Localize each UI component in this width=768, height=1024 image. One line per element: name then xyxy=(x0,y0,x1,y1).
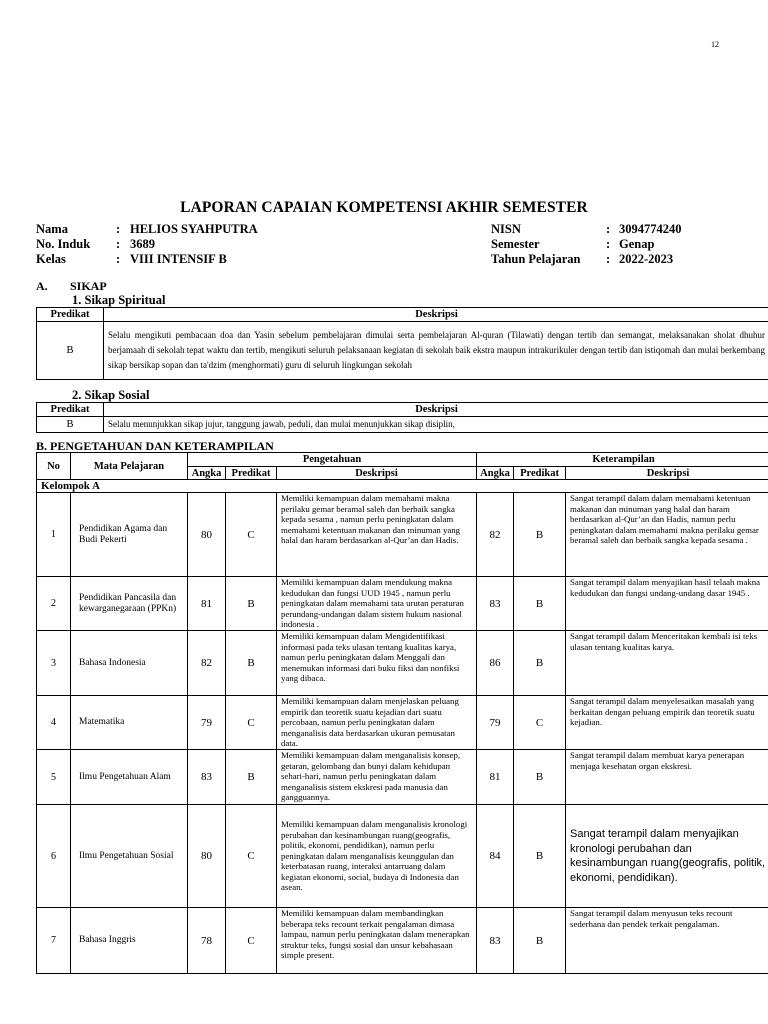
label-tahun-pelajaran: Tahun Pelajaran xyxy=(491,252,581,266)
sosial-table xyxy=(36,402,768,433)
col-no: No xyxy=(37,453,71,480)
col-keterampilan: Keterampilan xyxy=(477,453,768,467)
row-k-deskripsi: Sangat terampil dalam Menceritakan kembali isi teks ulasan tentang kualitas karya. xyxy=(566,631,768,696)
value-kelas: VIII INTENSIF B xyxy=(130,252,227,266)
row-p-angka: 82 xyxy=(188,631,226,696)
value-tahun-pelajaran: 2022-2023 xyxy=(619,252,674,266)
table-row xyxy=(37,577,768,631)
table-row xyxy=(37,696,768,750)
row-p-predikat: B xyxy=(226,750,277,805)
table-row xyxy=(37,493,768,577)
sosial-deskripsi: Selalu menunjukkan sikap jujur, tanggung jawab, peduli, dan mulai menunjukkan sikap disiplin, xyxy=(104,417,768,433)
row-p-predikat: C xyxy=(226,696,277,750)
sosial-heading: 2. Sikap Sosial xyxy=(72,388,150,402)
row-no: 2 xyxy=(37,577,71,631)
col-predikat: Predikat xyxy=(37,403,104,417)
row-mapel: Matematika xyxy=(71,696,188,750)
label-no-induk: No. Induk xyxy=(36,237,91,251)
row-k-angka: 82 xyxy=(477,493,514,577)
value-nisn: 3094774240 xyxy=(619,222,682,236)
row-k-predikat: B xyxy=(514,750,566,805)
section-a-heading xyxy=(36,279,107,294)
row-k-deskripsi: Sangat terampil dalam menyajikan hasil telaah makna kedudukan dan fungsi undang-undang dasar 1945 . xyxy=(566,577,768,631)
row-mapel: Pendidikan Agama dan Budi Pekerti xyxy=(71,493,188,577)
page-number: 12 xyxy=(711,40,719,49)
row-p-deskripsi: Memiliki kemampuan dalam menganalisis kronologi perubahan dan kesinambungan ruang(geografis, politik, ekonomi, pendidikan), namun perlu peningkatan dalam menganalisis keunggulan dan keterbatasan ruang, interaksi antarruang dalam kegiatan ekonomi, social, budaya di Indonesia dan asean. xyxy=(277,805,477,908)
table-row xyxy=(37,631,768,696)
row-k-predikat: C xyxy=(514,696,566,750)
spiritual-predikat: B xyxy=(37,322,104,380)
row-k-deskripsi: Sangat terampil dalam menyusun teks recount sederhana dan pendek terkait pengalaman. xyxy=(566,908,768,974)
table-row xyxy=(37,908,768,974)
row-p-angka: 78 xyxy=(188,908,226,974)
row-k-angka: 79 xyxy=(477,696,514,750)
row-p-deskripsi: Memiliki kemampuan dalam membandingkan beberapa teks recount terkait pengalaman dimasa lampau, namun perlu peningkatan dalam menerapkan struktur teks, fungsi sosial dan unsur kebahasaan simple present. xyxy=(277,908,477,974)
row-p-predikat: C xyxy=(226,493,277,577)
col-k-predikat: Predikat xyxy=(514,467,566,480)
row-no: 6 xyxy=(37,805,71,908)
col-k-deskripsi: Deskripsi xyxy=(566,467,768,480)
col-predikat: Predikat xyxy=(37,308,104,322)
row-no: 5 xyxy=(37,750,71,805)
row-k-angka: 83 xyxy=(477,908,514,974)
label-kelas: Kelas xyxy=(36,252,66,266)
row-no: 7 xyxy=(37,908,71,974)
row-p-deskripsi: Memiliki kemampuan dalam Mengidentifikasi informasi pada teks ulasan tentang kualitas karya, namun perlu peningkatan dalam Menggali dan menemukan informasi dari buku fiksi dan nonfiksi yang dibaca. xyxy=(277,631,477,696)
table-row xyxy=(37,805,768,908)
row-k-angka: 81 xyxy=(477,750,514,805)
row-mapel: Ilmu Pengetahuan Sosial xyxy=(71,805,188,908)
col-p-predikat: Predikat xyxy=(226,467,277,480)
row-k-deskripsi: Sangat terampil dalam dalam memahami ketentuan makanan dan minuman yang halal dan haram berdasarkan al-Qur’an dan Hadis, namun perlu peningkatan dalam memahami makna perilaku gemar beramal saleh dan berbaik sangka kepada sesama . xyxy=(566,493,768,577)
row-k-angka: 83 xyxy=(477,577,514,631)
value-no-induk: 3689 xyxy=(130,237,155,251)
row-k-predikat: B xyxy=(514,577,566,631)
row-k-deskripsi: Sangat terampil dalam menyelesaikan masalah yang berkaitan dengan peluang empirik dan teoretik suatu kejadian. xyxy=(566,696,768,750)
col-p-angka: Angka xyxy=(188,467,226,480)
row-no: 4 xyxy=(37,696,71,750)
value-semester: Genap xyxy=(619,237,655,251)
row-p-deskripsi: Memiliki kemampuan dalam mendukung makna kedudukan dan fungsi UUD 1945 , namun perlu peningkatan dalam memahami tata urutan peraturan perundang-undangan dalam sistem hukum nasional indonesia . xyxy=(277,577,477,631)
sosial-predikat: B xyxy=(37,417,104,433)
col-k-angka: Angka xyxy=(477,467,514,480)
section-a-letter: A. xyxy=(36,279,48,293)
row-k-predikat: B xyxy=(514,493,566,577)
row-p-deskripsi: Memiliki kemampuan dalam menganalisis konsep, getaran, gelombang dan bunyi dalam kehidupan sehari-hari, namun perlu peningkatan dalam menganalisis sistem ekskresi pada manusia dan gangguannya. xyxy=(277,750,477,805)
report-title: LAPORAN CAPAIAN KOMPETENSI AKHIR SEMESTER xyxy=(180,199,588,216)
col-deskripsi: Deskripsi xyxy=(104,308,768,322)
label-nama: Nama xyxy=(36,222,68,236)
row-k-angka: 86 xyxy=(477,631,514,696)
label-semester: Semester xyxy=(491,237,540,251)
row-p-deskripsi: Memiliki kemampuan dalam memahami makna perilaku gemar beramal saleh dan berbaik sangka kepada sesama , namun perlu peningkatan dalam memahami ketentuan makanan dan minuman yang halal dan haram berdasarkan al-Qur’an dan Hadis. xyxy=(277,493,477,577)
row-p-predikat: C xyxy=(226,908,277,974)
row-k-deskripsi: Sangat terampil dalam menyajikan kronologi perubahan dan kesinambungan ruang(geografis, politik, ekonomi, pendidikan). xyxy=(566,805,768,908)
row-mapel: Bahasa Indonesia xyxy=(71,631,188,696)
row-mapel: Ilmu Pengetahuan Alam xyxy=(71,750,188,805)
value-nama: HELIOS SYAHPUTRA xyxy=(130,222,258,236)
row-mapel: Pendidikan Pancasila dan kewarganegaraan (PPKn) xyxy=(71,577,188,631)
row-p-predikat: C xyxy=(226,805,277,908)
section-a-title: SIKAP xyxy=(70,279,107,293)
section-b-heading: B. PENGETAHUAN DAN KETERAMPILAN xyxy=(36,439,274,453)
row-p-angka: 80 xyxy=(188,493,226,577)
row-no: 3 xyxy=(37,631,71,696)
spiritual-heading: 1. Sikap Spiritual xyxy=(72,293,166,307)
spiritual-deskripsi: Selalu mengikuti pembacaan doa dan Yasin sebelum pembelajaran dimulai serta pembelajaran Al-quran (Tilawati) dengan tertib dan semangat, melaksanakan sholat dhuhur berjamaah di sekolah tepat waktu dan tertib, mengikuti seluruh pelaksanaan kegiatan di sekolah baik ekstra maupun intrakurikuler dengan tertib dan istiqomah dan mulai berkembang sikap bersikap sopan dan ta'dzim (menghormati) guru di seluruh lingkungan sekolah xyxy=(104,322,768,380)
col-mata-pelajaran: Mata Pelajaran xyxy=(71,453,188,480)
row-k-predikat: B xyxy=(514,631,566,696)
row-k-angka: 84 xyxy=(477,805,514,908)
table-row xyxy=(37,750,768,805)
col-deskripsi: Deskripsi xyxy=(104,403,768,417)
label-nisn: NISN xyxy=(491,222,521,236)
row-p-deskripsi: Memiliki kemampuan dalam menjelaskan peluang empirik dan teoretik suatu kejadian dari suatu percobaan, namun perlu peningkatan dalam menganalisis data berdasarkan ukuran pemusatan data. xyxy=(277,696,477,750)
grades-table xyxy=(36,452,768,974)
group-label: Kelompok A xyxy=(37,480,768,493)
row-k-deskripsi: Sangat terampil dalam membuat karya penerapan menjaga kesehatan organ ekskresi. xyxy=(566,750,768,805)
row-no: 1 xyxy=(37,493,71,577)
row-p-predikat: B xyxy=(226,577,277,631)
row-p-angka: 79 xyxy=(188,696,226,750)
row-p-angka: 81 xyxy=(188,577,226,631)
col-pengetahuan: Pengetahuan xyxy=(188,453,477,467)
row-k-predikat: B xyxy=(514,805,566,908)
row-k-predikat: B xyxy=(514,908,566,974)
student-info-left: Nama : HELIOS SYAHPUTRA No. Induk : 3689 Kelas : VIII INTENSIF B xyxy=(36,222,258,266)
row-p-angka: 83 xyxy=(188,750,226,805)
row-p-angka: 80 xyxy=(188,805,226,908)
row-p-predikat: B xyxy=(226,631,277,696)
row-mapel: Bahasa Inggris xyxy=(71,908,188,974)
col-p-deskripsi: Deskripsi xyxy=(277,467,477,480)
student-info-right: NISN : 3094774240 Semester : Genap Tahun Pelajaran : 2022-2023 xyxy=(491,222,682,266)
spiritual-table xyxy=(36,307,768,380)
